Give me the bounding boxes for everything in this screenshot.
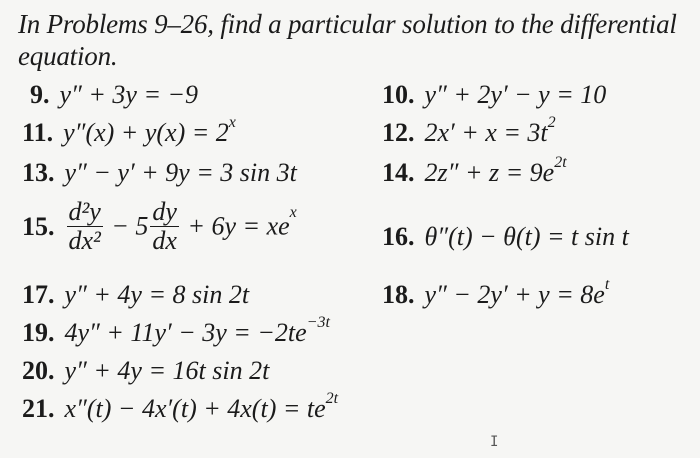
equation: y″ + 4y = 16t sin 2t	[64, 356, 270, 385]
problem-10	[382, 80, 606, 110]
equation: y″ + 4y = 8 sin 2t	[64, 280, 250, 309]
fraction-denominator: dx²	[68, 226, 101, 255]
problem-17	[22, 280, 249, 310]
exponent: 2t	[554, 154, 567, 171]
problem-number: 12.	[382, 118, 415, 147]
problem-21	[22, 390, 339, 424]
exponent: x	[289, 204, 297, 221]
equation-middle: − 5	[104, 211, 149, 241]
equation: 2x′ + x = 3t	[424, 118, 548, 147]
problem-18	[382, 276, 610, 310]
equation: 2z″ + z = 9e	[424, 158, 555, 187]
problem-number: 18.	[382, 280, 415, 309]
problem-number: 17.	[22, 280, 55, 309]
fraction-dy-dx	[150, 198, 179, 255]
problem-number: 9.	[30, 80, 50, 109]
problem-15	[22, 198, 297, 255]
text-cursor-icon: I	[490, 434, 499, 450]
exponent: 2	[547, 114, 556, 131]
problem-number: 11.	[22, 118, 54, 147]
problem-number: 13.	[22, 158, 55, 187]
equation: x″(t) − 4x′(t) + 4x(t) = te	[64, 394, 326, 423]
equation: y″ + 3y = −9	[59, 80, 199, 109]
problem-instructions: In Problems 9–26, find a particular solution to the differential equation.	[18, 9, 677, 71]
problem-11	[22, 114, 236, 148]
exponent: −3t	[306, 314, 330, 331]
exponent: t	[604, 276, 610, 293]
fraction-numerator: dy	[152, 197, 177, 226]
fraction-denominator: dx	[152, 226, 177, 255]
problem-number: 10.	[382, 80, 415, 109]
equation: y″ + 2y′ − y = 10	[424, 80, 607, 109]
equation: y″ − 2y′ + y = 8e	[424, 280, 605, 309]
equation: θ″(t) − θ(t) = t sin t	[424, 222, 629, 251]
problem-number: 16.	[382, 222, 415, 251]
problem-19	[22, 314, 330, 348]
problem-number: 20.	[22, 356, 55, 385]
problem-number: 21.	[22, 394, 55, 423]
equation: y″(x) + y(x) = 2	[63, 118, 229, 147]
problem-14	[382, 154, 567, 188]
exponent: x	[228, 114, 236, 131]
fraction-d2y-dx2	[67, 198, 103, 255]
problem-9	[30, 80, 198, 110]
problem-12	[382, 114, 556, 148]
equation: y″ − y′ + 9y = 3 sin 3t	[64, 158, 297, 187]
fraction-numerator: d²y	[68, 197, 101, 226]
problem-number: 15.	[22, 211, 55, 241]
problem-number: 14.	[382, 158, 415, 187]
equation: 4y″ + 11y′ − 3y = −2te	[64, 318, 307, 347]
exponent: 2t	[325, 390, 339, 407]
equation-rhs: + 6y = xe	[180, 211, 290, 241]
problem-20	[22, 356, 269, 386]
problem-13	[22, 158, 297, 188]
problem-number: 19.	[22, 318, 55, 347]
problem-16	[382, 222, 629, 252]
